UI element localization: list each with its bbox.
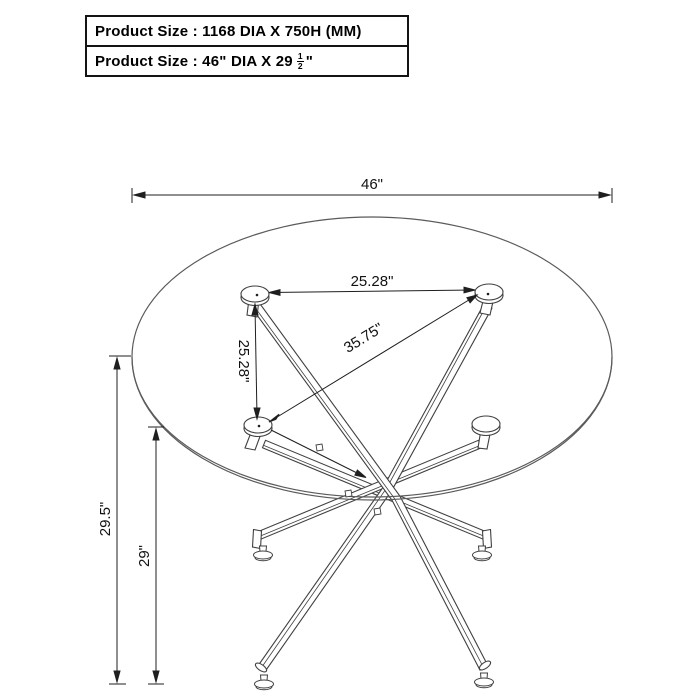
- dim-arrow: [464, 287, 475, 293]
- glide-disc: [475, 678, 494, 686]
- pad-center-dot: [256, 294, 259, 297]
- dim-diameter-top: [132, 176, 612, 203]
- pad-bottom-left: [244, 417, 272, 433]
- hub-nub: [345, 490, 352, 497]
- product-size-mm-text: Product Size : 1168 DIA X 750H (MM): [95, 22, 362, 40]
- pad-center-dot: [258, 425, 261, 428]
- leader-arrowhead: [355, 470, 366, 477]
- hub-nub: [374, 508, 381, 515]
- dim-arrow: [599, 192, 610, 198]
- foot-glide-bottom-left: [255, 675, 274, 690]
- dim-label-pad-diagonal: 35.75": [340, 319, 387, 357]
- dim-arrow: [153, 671, 159, 682]
- fraction-denominator: 2: [297, 60, 303, 71]
- pad-center-dot: [487, 293, 490, 296]
- dim-pad-spacing-vertical: [235, 304, 260, 419]
- dim-pad-spacing-horizontal: [269, 273, 475, 295]
- glass-thickness-edge: [132, 357, 612, 500]
- pad-top-left: [241, 286, 269, 302]
- dim-label-pad-horizontal: 25.28": [350, 273, 394, 290]
- hub-nub: [316, 444, 323, 451]
- foot-glide-right: [473, 546, 492, 561]
- fraction-numerator: 1: [297, 50, 303, 61]
- pad-bottom-right: [472, 416, 500, 432]
- glide-disc: [254, 551, 273, 559]
- dim-line: [255, 306, 257, 417]
- dim-arrow: [134, 192, 145, 198]
- dim-label-pad-vertical: 25.28": [235, 339, 252, 383]
- dimension-annotations: [97, 176, 612, 684]
- dim-arrow: [114, 358, 120, 369]
- pad-top-right: [475, 284, 503, 300]
- dim-overall-height: [97, 356, 131, 684]
- dim-arrow: [269, 290, 280, 296]
- dim-frame-height: [136, 427, 164, 684]
- dim-line: [270, 290, 474, 293]
- dim-label-overall-height: 29.5": [97, 501, 114, 537]
- glass-top-edge: [132, 217, 612, 497]
- dim-arrow: [269, 414, 279, 422]
- dim-arrow: [114, 671, 120, 682]
- inch-mark: ": [305, 52, 314, 70]
- glide-disc: [473, 551, 492, 559]
- dim-arrow: [153, 429, 159, 440]
- glide-disc: [255, 680, 274, 688]
- foot-glide-bottom-right: [475, 673, 494, 688]
- glass-support-pads: [241, 284, 503, 450]
- dim-label-diameter: 46": [360, 176, 384, 193]
- product-size-inch-text: Product Size : 46" DIA X 29: [95, 52, 293, 70]
- dim-label-frame-height: 29": [136, 544, 153, 568]
- dim-arrow: [467, 295, 477, 303]
